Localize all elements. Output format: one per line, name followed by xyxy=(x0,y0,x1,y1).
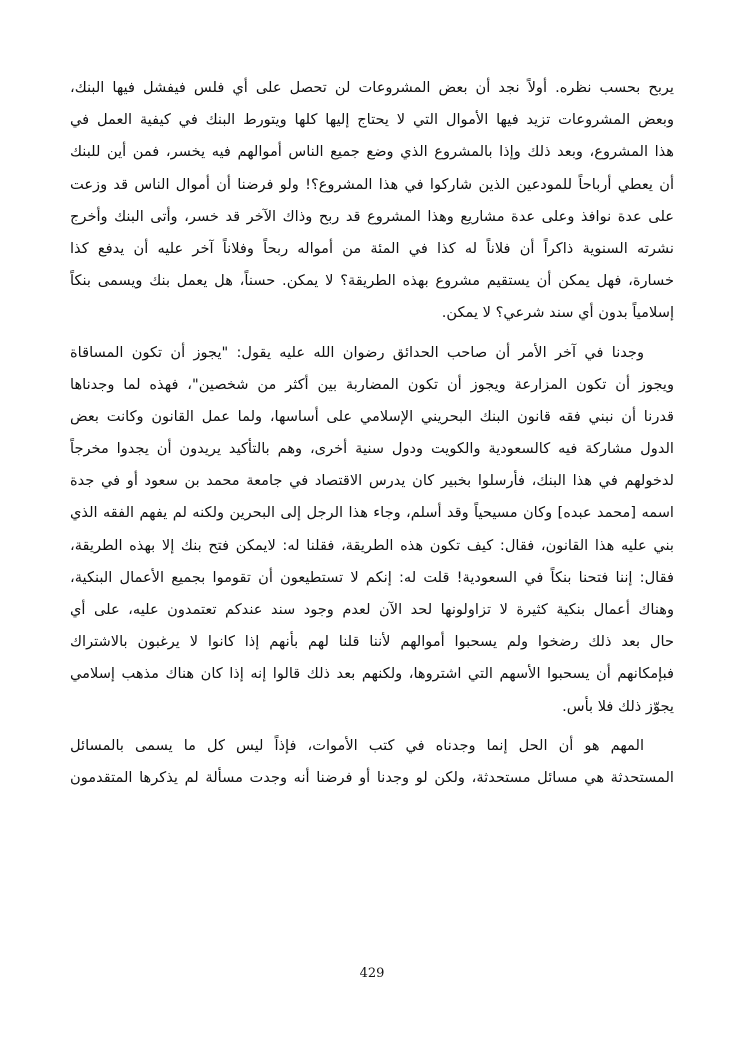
text-line: يربح بحسب نظره. أولاً نجد أن بعض المشروعات لن تحصل على أي فلس فيفشل فيها البنك، xyxy=(70,79,674,96)
paragraph-1 xyxy=(70,72,674,330)
page-body xyxy=(70,72,674,794)
text-line: فبإمكانهم أن يسحبوا الأسهم التي اشتروها، ولكنهم بعد ذلك قالوا إنه إذا كان هناك مذهب إسلامي xyxy=(70,665,674,683)
text-line: فقال: إننا فتحنا بنكاً في السعودية! قلت له: إنكم لا تستطيعون أن تقوموا بجميع الأعمال البنكية، xyxy=(70,568,674,586)
text-line: ويجوز أن تكون المزارعة ويجوز أن تكون المضاربة بين أكثر من شخصين"، فهذه لما وجدناها xyxy=(70,375,674,393)
paragraph-3 xyxy=(70,730,674,794)
text-line: وبعض المشروعات تزيد فيها الأموال التي لا يحتاج إليها كلها ويتورط البنك في كيفية العمل في xyxy=(70,111,674,129)
page-number: 429 xyxy=(359,966,385,981)
text-line: الدول مشاركة فيه كالسعودية والكويت ودول سنية أخرى، وهم بالتأكيد يريدون أن يجدوا مخرجاً xyxy=(70,440,674,458)
text-line: إسلامياً بدون أي سند شرعي؟ لا يمكن. xyxy=(441,304,674,322)
paragraph-spacer xyxy=(70,723,674,730)
text-line: بني عليه هذا القانون، فقال: كيف تكون هذه الطريقة، فقلنا له: لايمكن فتح بنك إلا بهذه الطريقة، xyxy=(70,536,674,554)
text-line: أن يعطي أرباحاً للمودعين الذين شاركوا في هذا المشروع؟! ولو فرضنا أن أموال الناس قد وزعت xyxy=(70,175,674,193)
text-line: يجوّز ذلك فلا بأس. xyxy=(562,697,674,715)
text-line: اسمه [محمد عبده] وكان مسيحياً وقد أسلم، وجاء هذا الرجل إلى البحرين ولكنه لم يفهم الفقه الذي xyxy=(70,504,674,522)
text-line: هذا المشروع، وبعد ذلك وإذا بالمشروع الذي وضع جميع الناس أموالهم فيه يخسر، فمن أين للبنك xyxy=(70,143,674,161)
text-line: لدخولهم في هذا البنك، فأرسلوا بخبير كان يدرس الاقتصاد في جامعة محمد بن سعود أو في جدة xyxy=(70,472,674,490)
paragraph-spacer xyxy=(70,330,674,337)
text-line: قدرنا أن نبني فقه قانون البنك البحريني الإسلامي على أساسها، ولما عمل القانون وكانت بعض xyxy=(70,407,674,425)
text-line: خسارة، فهل يمكن أن يستقيم مشروع بهذه الطريقة؟ لا يمكن. حسناً، هل يعمل بنك ويسمى بنكاً xyxy=(70,272,674,290)
text-line: المهم هو أن الحل إنما وجدناه في كتب الأموات، فإذاً ليس كل ما يسمى بالمسائل xyxy=(70,736,644,754)
text-line: المستحدثة هي مسائل مستحدثة، ولكن لو وجدنا أو فرضنا أنه وجدت مسألة لم يذكرها المتقدمون xyxy=(70,768,674,786)
text-line: وهناك أعمال بنكية كثيرة لا تزاولونها لحد الآن لعدم وجود سند عندكم تعتمدون عليه، على أي xyxy=(70,601,674,618)
text-line: حال بعد ذلك رضخوا ولم يسحبوا أموالهم لأننا قلنا لهم بأنهم إذا كانوا لا يرغبون بالاشتراك xyxy=(70,633,674,651)
text-line: على عدة نوافذ وعلى عدة مشاريع وهذا المشروع قد ربح وذاك الآخر قد خسر، وأتى البنك وأخرج xyxy=(70,207,674,225)
text-line: وجدنا في آخر الأمر أن صاحب الحدائق رضوان الله عليه يقول: "يجوز أن تكون المساقاة xyxy=(70,343,644,361)
paragraph-2 xyxy=(70,337,674,723)
text-line: نشرته السنوية ذاكراً أن فلاناً له كذا في المئة من أمواله ربحاً وفلاناً آخر عليه أن يدفع كذا xyxy=(70,239,674,257)
